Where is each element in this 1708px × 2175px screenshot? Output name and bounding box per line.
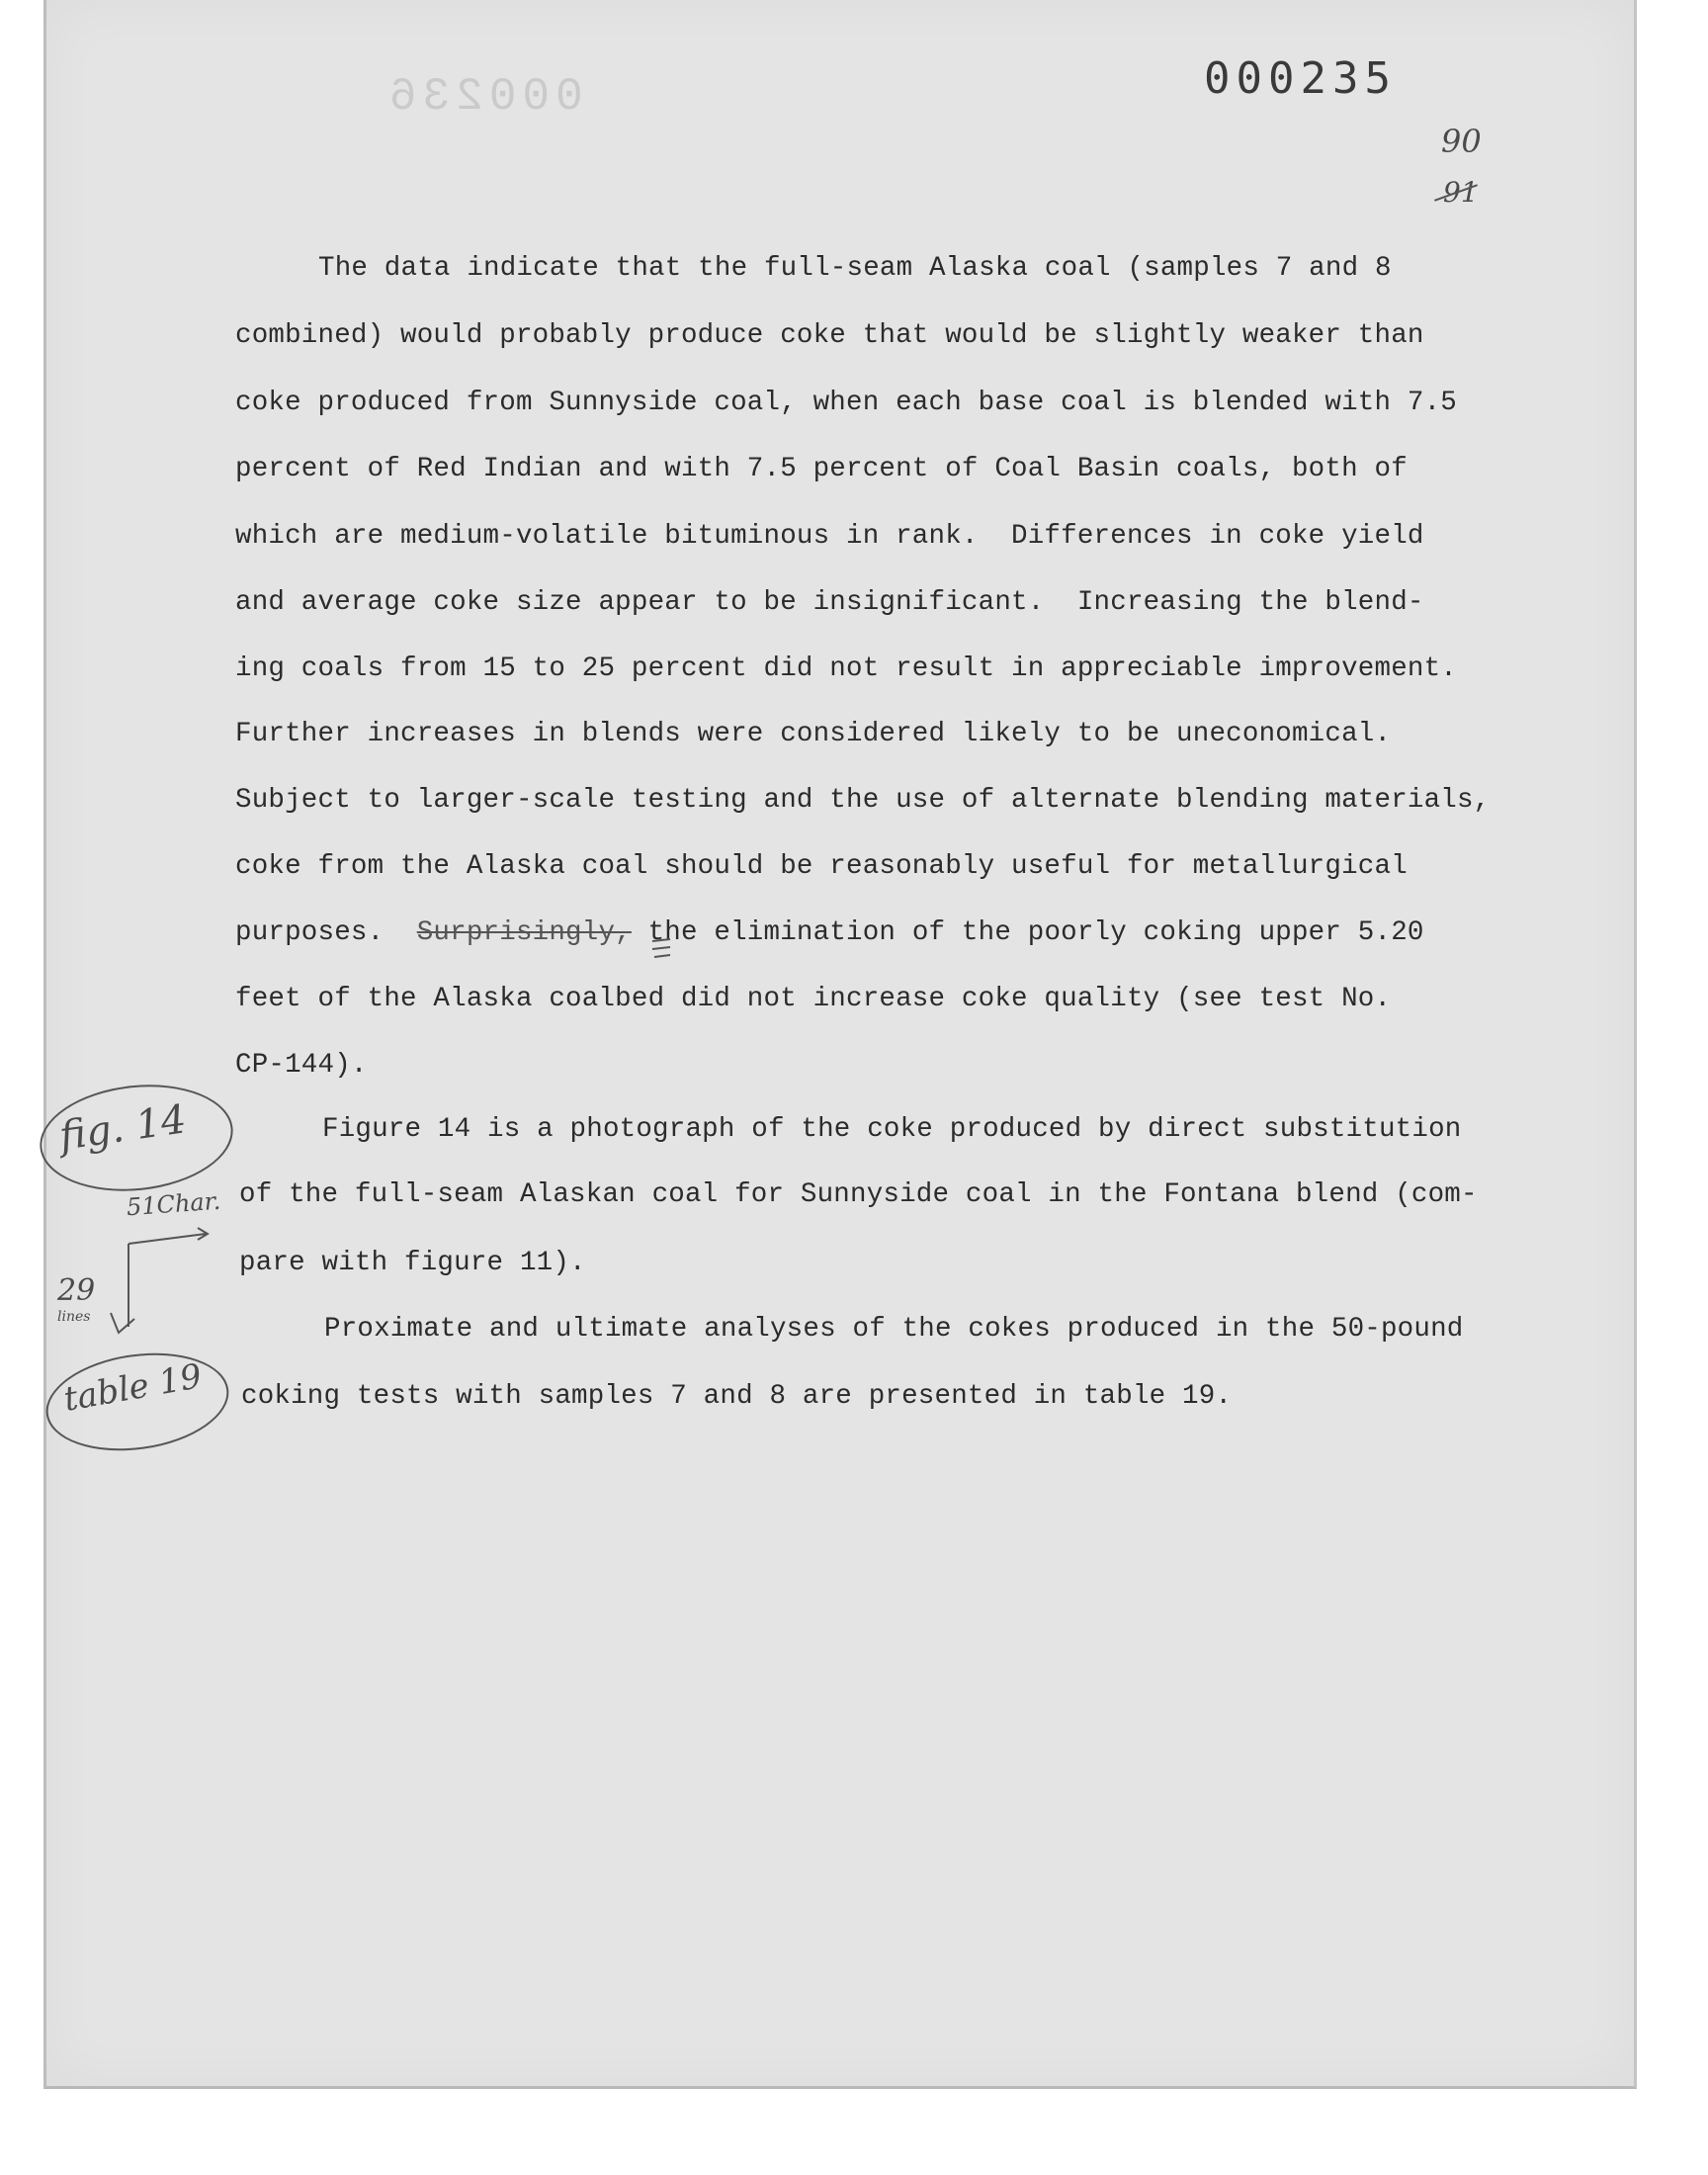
- text-line: which are medium-volatile bituminous in rank. Differences in coke yield: [235, 521, 1424, 552]
- text-line: coking tests with samples 7 and 8 are presented in table 19.: [241, 1381, 1233, 1412]
- text-segment: purposes.: [235, 917, 417, 948]
- bleed-through-number: 000236: [384, 71, 583, 123]
- text-line: Further increases in blends were considered likely to be uneconomical.: [235, 719, 1392, 749]
- text-line: pare with figure 11).: [239, 1248, 586, 1278]
- text-line: coke from the Alaska coal should be reasonably useful for metallurgical: [235, 851, 1408, 882]
- text-line: Proximate and ultimate analyses of the cokes produced in the 50-pound: [324, 1314, 1464, 1345]
- text-line: percent of Red Indian and with 7.5 percent of Coal Basin coals, both of: [235, 454, 1408, 484]
- document-number: 000235: [1204, 53, 1397, 104]
- page-number-old: 91: [1443, 176, 1479, 209]
- insert-mark: [652, 939, 670, 957]
- text-line: and average coke size appear to be insignificant. Increasing the blend-: [235, 587, 1424, 618]
- struck-word: Surprisingly,: [416, 917, 632, 948]
- text-line: The data indicate that the full-seam Alaska coal (samples 7 and 8: [318, 253, 1392, 284]
- text-line: of the full-seam Alaskan coal for Sunnyside coal in the Fontana blend (com-: [239, 1179, 1478, 1210]
- note-figure-reference: fig. 14: [56, 1096, 190, 1160]
- text-line: Subject to larger-scale testing and the use of alternate blending materials,: [235, 785, 1491, 816]
- note-characters: 51Char.: [126, 1186, 222, 1222]
- text-line: CP-144).: [235, 1050, 368, 1081]
- page-number-handwritten: 90: [1441, 123, 1482, 160]
- margin-arrow: [111, 1228, 208, 1333]
- text-line: combined) would probably produce coke that would be slightly weaker than: [235, 320, 1424, 351]
- text-line: Figure 14 is a photograph of the coke produced by direct substitution: [322, 1114, 1462, 1145]
- text-segment: the elimination of the poorly coking upper 5.20: [631, 917, 1424, 948]
- note-table-reference: table 19: [60, 1356, 206, 1420]
- text-line: coke produced from Sunnyside coal, when each base coal is blended with 7.5: [235, 388, 1457, 418]
- note-line-count: 29: [57, 1273, 96, 1308]
- note-lines-word: lines: [57, 1309, 91, 1325]
- text-line: ing coals from 15 to 25 percent did not result in appreciable improvement.: [235, 653, 1457, 684]
- text-line: feet of the Alaska coalbed did not increase coke quality (see test No.: [235, 984, 1392, 1014]
